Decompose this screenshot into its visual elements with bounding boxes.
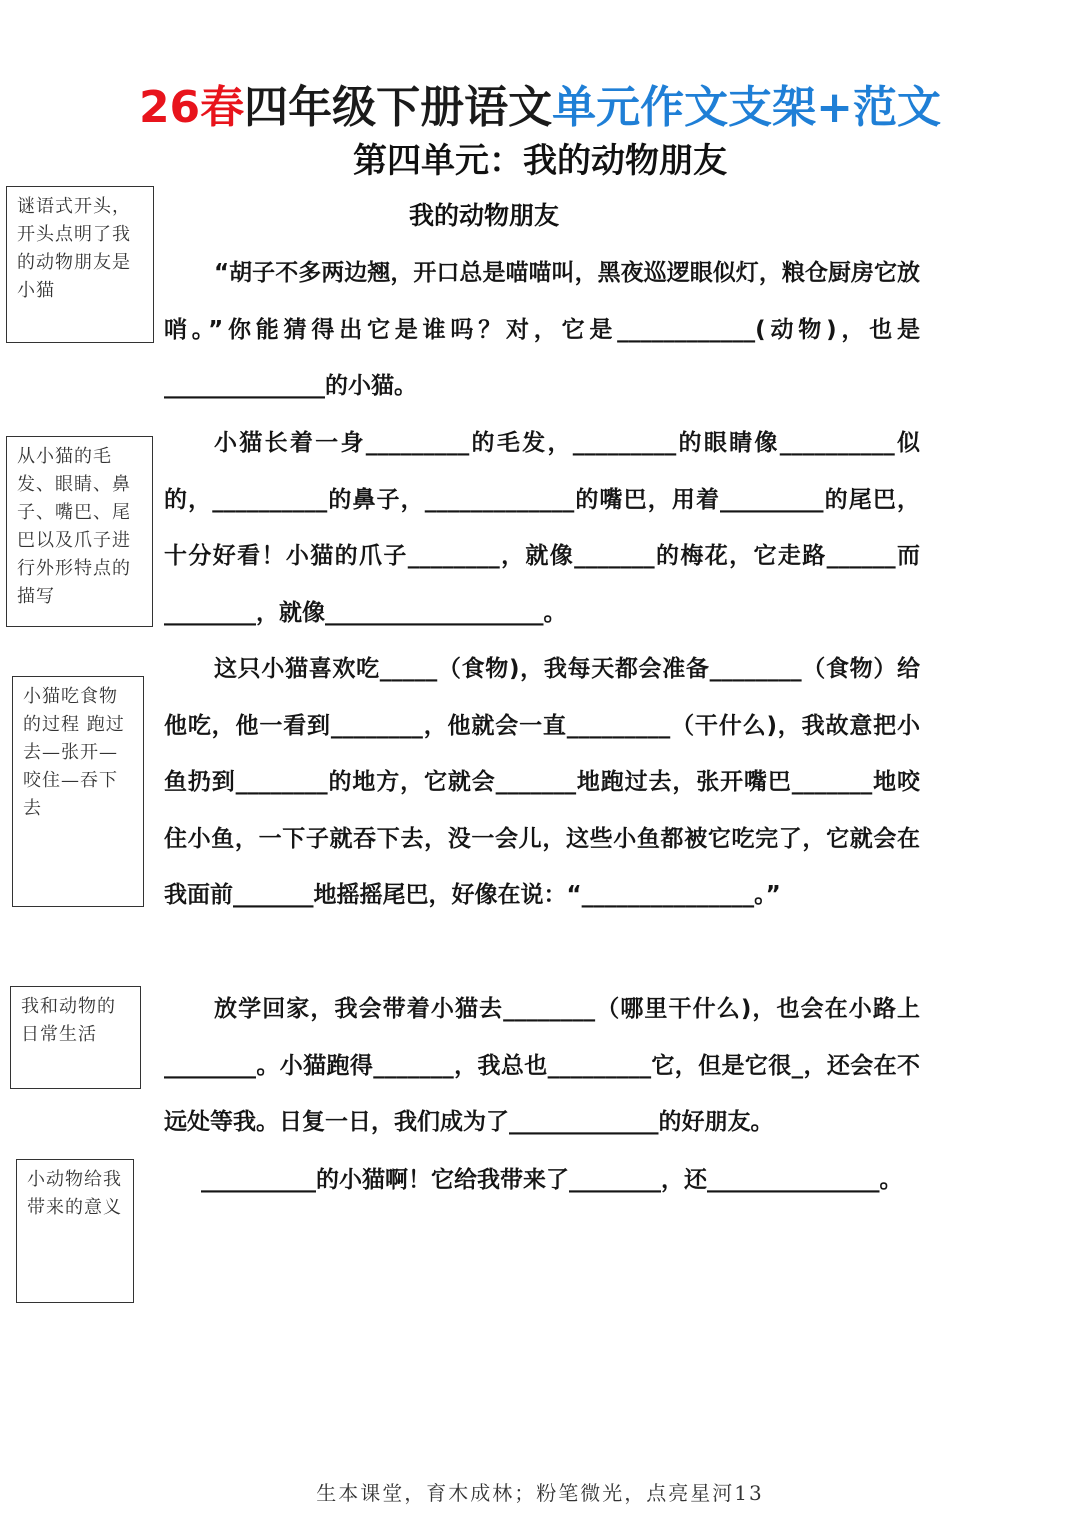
title-blue: 单元作文支架+范文 xyxy=(552,82,942,133)
paragraph-text: 放学回家，我会带着小猫去________（哪里干什么)，也会在小路上________。小猫跑得_______，我总也_________它，但是它很_，还会在不远处等我。日复一日，我们成为了_____________的好朋友。 xyxy=(164,996,920,1136)
side-note-opening: 谜语式开头，开头点明了我的动物朋友是小猫 xyxy=(6,186,154,343)
paragraph-opening xyxy=(164,245,920,415)
paragraph-eating xyxy=(164,641,920,924)
paragraph-text: 小猫长着一身_________的毛发，_________的眼睛像__________似的，__________的鼻子，_____________的嘴巴，用着_________的尾巴，十分好看！小猫的爪子________，就像_______的梅花，它走路______而________，就像___________________。 xyxy=(164,430,920,626)
paragraph-daily-life xyxy=(164,981,920,1151)
title-red: 26春 xyxy=(138,82,245,133)
unit-subtitle: 第四单元：我的动物朋友 xyxy=(353,141,727,181)
page-title xyxy=(0,78,1080,138)
paragraph-text: “胡子不多两边翘，开口总是喵喵叫，黑夜巡逻眼似灯，粮仓厨房它放哨。”你能猜得出它是谁吗？对，它是____________(动物)，也是______________的小猫。 xyxy=(164,260,920,400)
side-note-daily-life: 我和动物的日常生活 xyxy=(10,986,141,1089)
paragraph-text: 这只小猫喜欢吃_____（食物)，我每天都会准备________（食物）给他吃，他一看到________，他就会一直_________（干什么)，我故意把小鱼扔到________的地方，它就会_______地跑过去，张开嘴巴_______地咬住小鱼，一下子就吞下去，没一会儿，这些小鱼都被它吃完了，它就会在我面前_______地摇摇尾巴，好像在说：“_______________。” xyxy=(164,656,920,909)
side-note-meaning: 小动物给我带来的意义 xyxy=(16,1159,134,1303)
paragraph-appearance xyxy=(164,415,920,641)
page-footer: 生本课堂，育木成林；粉笔微光，点亮星河13 xyxy=(316,1481,764,1505)
side-note-appearance: 从小猫的毛发、眼睛、鼻子、嘴巴、尾巴以及爪子进行外形特点的描写 xyxy=(6,436,153,627)
essay-title: 我的动物朋友 xyxy=(408,201,559,230)
paragraph-text: __________的小猫啊！它给我带来了________，还_______________。 xyxy=(201,1167,903,1193)
paragraph-meaning xyxy=(164,1152,920,1209)
title-black: 四年级下册语文 xyxy=(244,82,553,133)
side-note-eating: 小猫吃食物的过程 跑过去—张开—咬住—吞下去 xyxy=(12,676,144,907)
